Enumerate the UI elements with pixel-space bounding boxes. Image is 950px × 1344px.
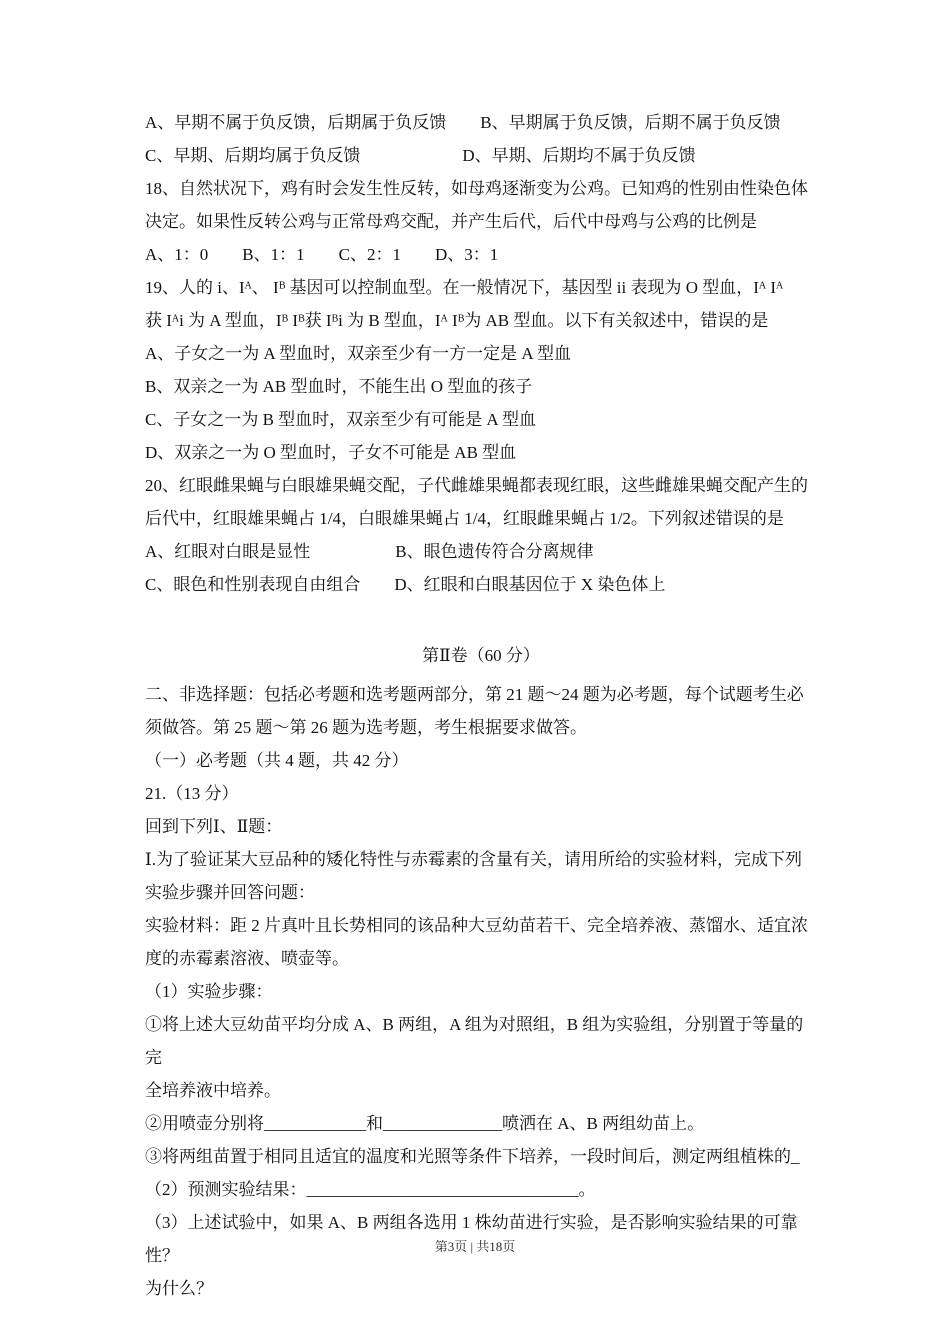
q20-option-a-b: A、红眼对白眼是显性 B、眼色遗传符合分离规律	[145, 542, 594, 561]
q19-stem-line-1: 19、人的 i、Iᴬ、 Iᴮ 基因可以控制血型。在一般情况下，基因型 ii 表现为 O 型血，Iᴬ Iᴬ	[145, 278, 784, 297]
q17-option-a-b: A、早期不属于负反馈，后期属于负反馈 B、早期属于负反馈，后期不属于负反馈	[145, 113, 781, 132]
q18-stem-line-2: 决定。如果性反转公鸡与正常母鸡交配，并产生后代，后代中母鸡与公鸡的比例是	[145, 212, 757, 231]
exam-content	[145, 106, 817, 1305]
q21-steps-header: （1）实验步骤：	[145, 982, 273, 1001]
q19-option-a: A、子女之一为 A 型血时，双亲至少有一方一定是 A 型血	[145, 344, 571, 363]
section-2-intro-line-1: 二、非选择题：包括必考题和选考题两部分，第 21 题～24 题为必考题，每个试题考生必	[145, 685, 804, 704]
q18-stem-line-1: 18、自然状况下，鸡有时会发生性反转，如母鸡逐渐变为公鸡。已知鸡的性别由性染色体	[145, 179, 808, 198]
required-questions-header: （一）必考题（共 4 题，共 42 分）	[145, 751, 409, 770]
q21-step2-blanks: ②用喷壶分别将____________和______________喷洒在 A、B 两组幼苗上。	[145, 1114, 705, 1133]
q21-part1-line-1: Ⅰ.为了验证某大豆品种的矮化特性与赤霉素的含量有关，请用所给的实验材料，完成下列	[145, 850, 802, 869]
q17-option-c-d: C、早期、后期均属于负反馈 D、早期、后期均不属于负反馈	[145, 146, 696, 165]
q19-stem-line-2: 获 Iᴬi 为 A 型血，Iᴮ Iᴮ获 Iᴮi 为 B 型血，Iᴬ Iᴮ为 AB 型血。以下有关叙述中，错误的是	[145, 311, 769, 330]
q21-question3-line-2: 为什么？	[145, 1279, 213, 1298]
q21-materials-line-1: 实验材料：距 2 片真叶且长势相同的该品种大豆幼苗若干、完全培养液、蒸馏水、适宜浓	[145, 916, 808, 935]
q20-stem-line-2: 后代中，红眼雄果蝇占 1/4，白眼雄果蝇占 1/4，红眼雌果蝇占 1/2。下列叙述错误的是	[145, 509, 784, 528]
q20-stem-line-1: 20、红眼雌果蝇与白眼雄果蝇交配，子代雌雄果蝇都表现红眼，这些雌雄果蝇交配产生的	[145, 476, 808, 495]
section-2-title: 第Ⅱ卷（60 分）	[422, 646, 540, 665]
page-number-footer: 第3页 | 共18页	[434, 1239, 516, 1254]
q21-step1-line-2: 全培养液中培养。	[145, 1081, 281, 1100]
q21-step3: ③将两组苗置于相同且适宜的温度和光照等条件下培养，一段时间后，测定两组植株的_	[145, 1147, 800, 1166]
q19-option-b: B、双亲之一为 AB 型血时，不能生出 O 型血的孩子	[145, 377, 533, 396]
q21-step1-line-1: ①将上述大豆幼苗平均分成 A、B 两组，A 组为对照组，B 组为实验组，分别置于等量的完	[145, 1015, 804, 1067]
q21-part1-line-2: 实验步骤并回答问题：	[145, 883, 315, 902]
q21-materials-line-2: 度的赤霉素溶液、喷壶等。	[145, 949, 349, 968]
section-2-intro-line-2: 须做答。第 25 题～第 26 题为选考题，考生根据要求做答。	[145, 718, 587, 737]
q20-option-c-d: C、眼色和性别表现自由组合 D、红眼和白眼基因位于 X 染色体上	[145, 575, 666, 594]
q21-predict-result-blank: （2）预测实验结果：________________________________。	[145, 1180, 596, 1199]
q21-intro: 回到下列Ⅰ、Ⅱ题：	[145, 817, 283, 836]
q21-header: 21.（13 分）	[145, 784, 239, 803]
q21-question3-line-1: （3）上述试验中，如果 A、B 两组各选用 1 株幼苗进行实验，是否影响实验结果的可靠性？	[145, 1213, 798, 1265]
q18-options: A、1：0 B、1：1 C、2：1 D、3：1	[145, 245, 499, 264]
q19-option-d: D、双亲之一为 O 型血时，子女不可能是 AB 型血	[145, 443, 517, 462]
q19-option-c: C、子女之一为 B 型血时，双亲至少有可能是 A 型血	[145, 410, 537, 429]
